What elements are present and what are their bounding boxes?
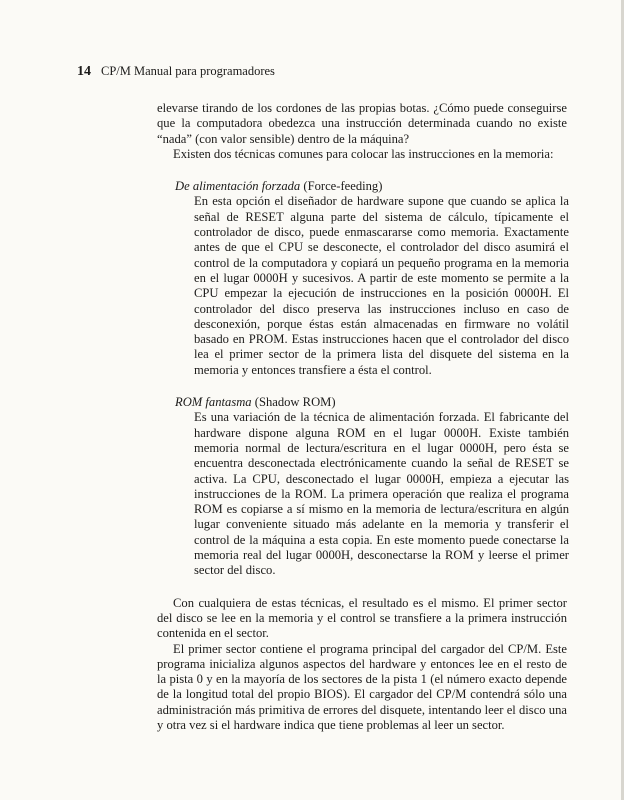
technique-shadow-rom <box>157 395 567 579</box>
technique-title <box>175 179 567 194</box>
technique-title <box>175 395 567 410</box>
technique-title-suffix: (Shadow ROM) <box>251 395 336 410</box>
body-text <box>157 101 567 733</box>
running-header <box>77 64 275 80</box>
technique-force-feeding <box>157 179 567 378</box>
technique-title-suffix: (Force-feeding) <box>300 179 383 194</box>
paragraph-loader: El primer sector contiene el programa principal del cargador del CP/M. Este programa inicializa algunos aspectos del hardware y entonces lee en el resto de la pista 0 y en la mayoría de los sectores de la pista 1 (el número exacto depende de la longitud total del propio BIOS). El cargador del CP/M contendrá sólo una administración más primitiva de errores del disquete, intentando leer el disco una y otra vez si el hardware indica que tiene problemas al leer un sector. <box>157 641 567 732</box>
technique-body: En esta opción el diseñador de hardware supone que cuando se aplica la señal de RESET alguna parte del sistema de cálculo, típicamente el controlador de disco, puede enmascararse como memoria. Exactamente antes de que el CPU se desconecte, el controlador del disco asumirá el control de la computadora y copiará un pequeño programa en la memoria en el lugar 0000H y sucesivos. A partir de este momento se permite a la CPU empezar la ejecución de instrucciones en la posición 0000H. El controlador del disco preserva las instrucciones incluso en caso de desconexión, porque éstas están almacenadas en firmware no volátil basado en PROM. Estas instrucciones hacen que el controlador del disco lea el primer sector de la primera lista del disquete del sistema en la memoria y entonces transfiere a ésta el control. <box>194 194 569 377</box>
technique-title-italic: De alimentación forzada <box>175 179 301 194</box>
technique-body: Es una variación de la técnica de alimentación forzada. El fabricante del hardware dispone alguna ROM en el lugar 0000H. Existe también memoria normal de lectura/escritura en el lugar 0000H, pero ésta se encuentra desconectada electrónicamente cuando la señal de RESET se activa. La CPU, desconectado el lugar 0000H, empieza a ejecutar las instrucciones de la ROM. La primera operación que realiza el programa ROM es copiarse a sí mismo en la memoria de lectura/escritura en algún lugar conveniente situado más adelante en la memoria y transferir el control de la máquina a esta copia. En este momento puede conectarse la memoria real del lugar 0000H, desconectarse la ROM y leerse el primer sector del disco. <box>194 410 569 578</box>
page-number: 14 <box>77 64 91 79</box>
paragraph-continuation: elevarse tirando de los cordones de las propias botas. ¿Cómo puede conseguirse que la computadora obedezca una instrucción determinada cuando no existe “nada” (con valor sensible) dentro de la máquina? <box>157 101 567 146</box>
running-title: CP/M Manual para programadores <box>101 64 275 78</box>
paragraph-intro: Existen dos técnicas comunes para colocar las instrucciones en la memoria: <box>173 146 554 161</box>
paragraph-result: Con cualquiera de estas técnicas, el resultado es el mismo. El primer sector del disco se lee en la memoria y el control se transfiere a la primera instrucción contenida en el sector. <box>157 595 567 641</box>
technique-title-italic: ROM fantasma <box>175 395 252 410</box>
